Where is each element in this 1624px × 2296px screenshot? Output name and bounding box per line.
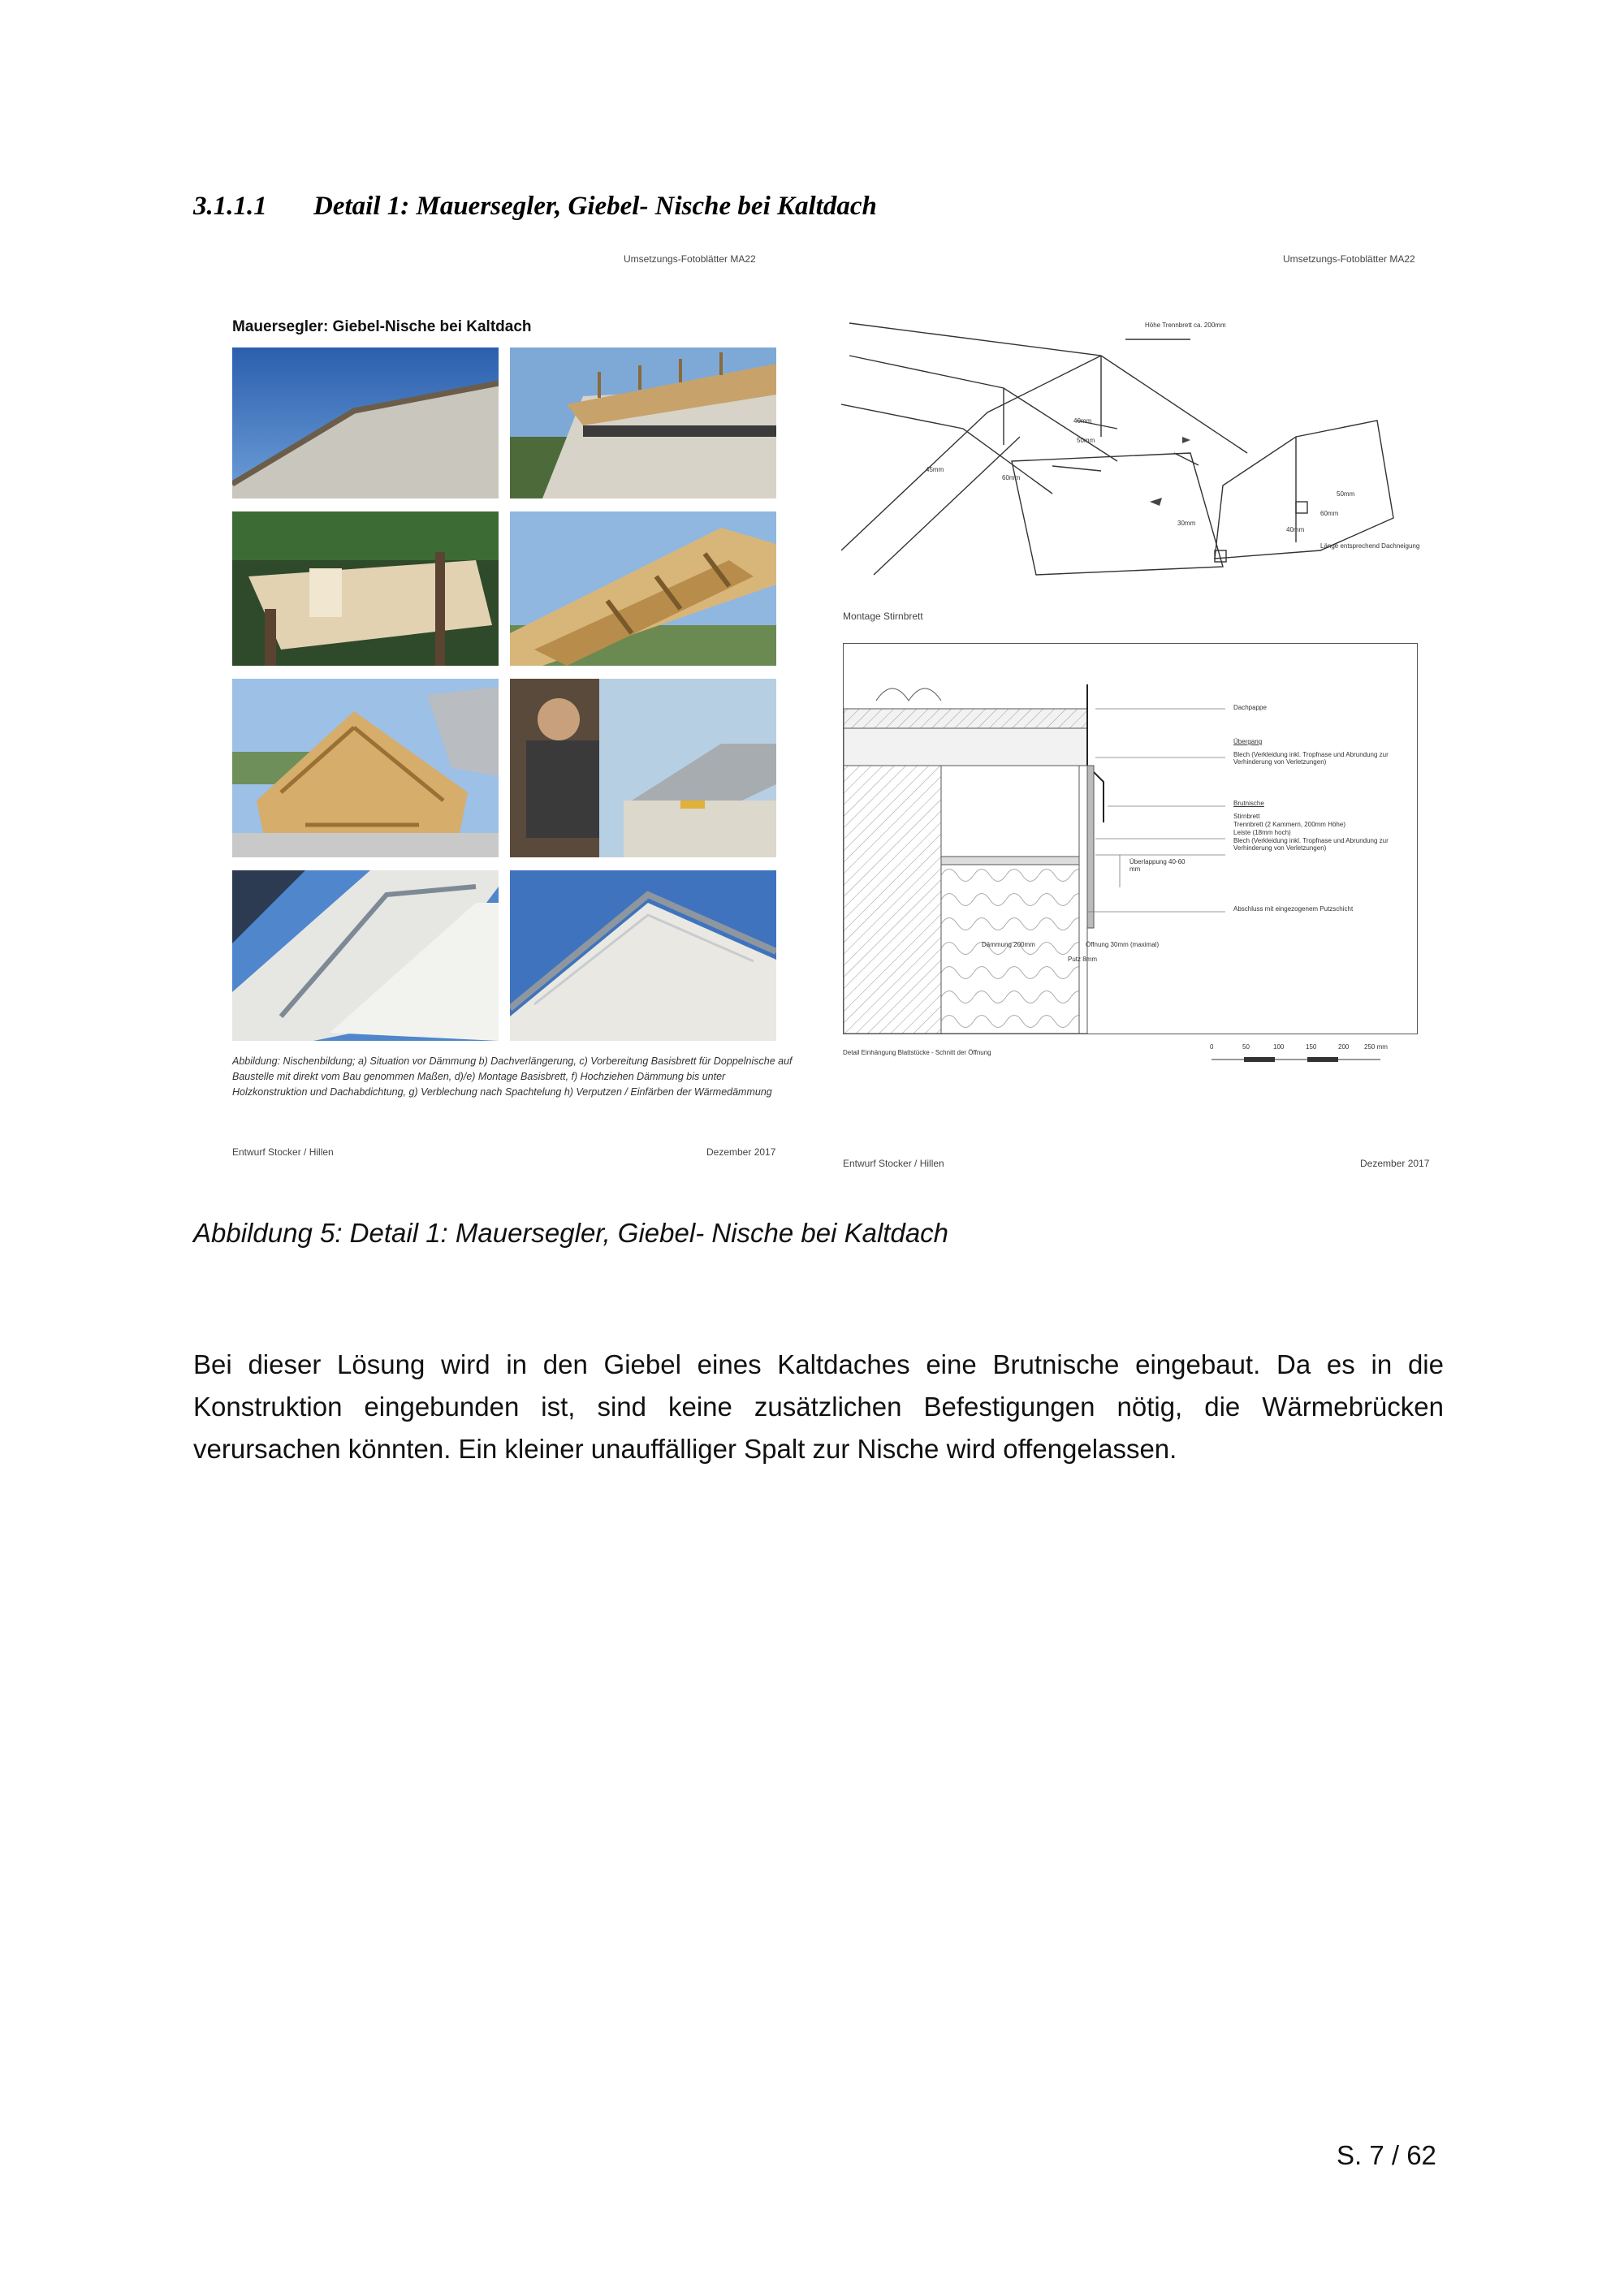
left-page-footer-date: Dezember 2017 — [706, 1146, 776, 1158]
label-45mm: 45mm — [926, 466, 944, 473]
left-page-footer-author: Entwurf Stocker / Hillen — [232, 1146, 334, 1158]
section-drawing-title: Detail Einhängung Blattstücke - Schnitt der Öffnung — [843, 1049, 991, 1056]
photo-b-roof-extension — [510, 347, 776, 498]
scale-150: 150 — [1306, 1043, 1317, 1051]
label-putz: Putz 8mm — [1068, 956, 1098, 963]
drawing-sheet — [820, 244, 1449, 1177]
label-uebergang: Übergang — [1233, 738, 1263, 745]
section-number: 3.1.1.1 — [193, 192, 267, 221]
label-60mm-left: 60mm — [1002, 474, 1021, 481]
label-30mm: 30mm — [1177, 520, 1196, 527]
section-drawing — [843, 643, 1418, 1034]
label-brutnische: Brutnische — [1233, 800, 1264, 807]
scale-bar-graphic — [1210, 1055, 1389, 1064]
scale-250: 250 mm — [1364, 1043, 1388, 1051]
label-60mm-right: 60mm — [1320, 510, 1339, 517]
photo-h-plaster — [510, 870, 776, 1041]
label-dachpappe: Dachpappe — [1233, 704, 1267, 711]
figure-composite — [195, 244, 1449, 1177]
figure-caption: Abbildung 5: Detail 1: Mauersegler, Giebel- Nische bei Kaltdach — [193, 1218, 949, 1248]
photo-f-worker-insulation — [510, 679, 776, 857]
label-laenge: Länge entsprechend Dachneigung — [1320, 542, 1420, 550]
photo-sheet-title: Mauersegler: Giebel-Nische bei Kaltdach — [232, 318, 532, 335]
body-paragraph: Bei dieser Lösung wird in den Giebel eines Kaltdaches eine Brutnische eingebaut. Da es in die Konstruktion eingebunden ist, sind keine zusätzlichen Befestigungen nötig, die Wärmebrücken verursachen könnten. Ein kleiner unauffälliger Spalt zur Nische wird offengelassen. — [193, 1349, 1444, 1464]
label-oeffnung: Öffnung 30mm (maximal) — [1086, 941, 1160, 948]
photo-sheet-caption: Abbildung: Nischenbildung; a) Situation vor Dämmung b) Dachverlängerung, c) Vorbereitung Basisbrett für Doppelnische auf Baustelle mit direkt vom Bau genommen Maßen, d)/e) Montage Basisbrett, f) Hochziehen Dämmung bis unter Holzkonstruktion und Dachabdichtung, g) Verblechung nach Spachtelung h) Verputzen / Einfärben der Wärmedämmung — [232, 1055, 793, 1098]
label-hoehe-trennbrett: Höhe Trennbrett ca. 200mm — [1145, 322, 1226, 329]
label-50mm-top: 50mm — [1077, 437, 1095, 444]
label-trennbrett: Trennbrett (2 Kammern, 200mm Höhe) — [1233, 821, 1345, 828]
montage-label: Montage Stirnbrett — [843, 611, 923, 622]
left-page-header: Umsetzungs-Fotoblätter MA22 — [624, 253, 756, 265]
right-page-footer-author: Entwurf Stocker / Hillen — [843, 1158, 944, 1169]
label-50mm-right: 50mm — [1337, 490, 1355, 498]
scale-50: 50 — [1242, 1043, 1250, 1051]
label-leiste: Leiste (18mm hoch) — [1233, 829, 1291, 836]
section-heading — [193, 192, 877, 222]
label-40mm-top: 40mm — [1073, 417, 1092, 425]
right-page-header: Umsetzungs-Fotoblätter MA22 — [1283, 253, 1415, 265]
label-stirnbrett: Stirnbrett — [1233, 813, 1260, 820]
section-title: Detail 1: Mauersegler, Giebel- Nische bei Kaltdach — [313, 192, 877, 221]
scale-200: 200 — [1338, 1043, 1350, 1051]
scale-bar — [1210, 1043, 1397, 1076]
page-number: S. 7 / 62 — [1337, 2140, 1436, 2170]
isometric-roof-drawing — [841, 307, 1426, 583]
label-ueberlappung: Überlappung 40-60 mm — [1129, 858, 1186, 873]
label-abschluss: Abschluss mit eingezogenem Putzschicht — [1233, 905, 1354, 913]
scale-0: 0 — [1210, 1043, 1214, 1051]
scale-100: 100 — [1273, 1043, 1285, 1051]
photo-c-base-board — [232, 511, 499, 666]
label-daemmung: Dämmung 200mm — [982, 941, 1035, 948]
photo-e-timber-frame — [232, 679, 499, 857]
photo-g-flashing — [232, 870, 499, 1041]
photo-d-mounting-board — [510, 511, 776, 666]
label-blech-2: Blech (Verkleidung inkl. Tropfnase und Abrundung zur Verhinderung von Verletzungen) — [1233, 837, 1389, 852]
photo-a-gable-edge — [232, 347, 499, 498]
label-blech: Blech (Verkleidung inkl. Tropfnase und Abrundung zur Verhinderung von Verletzungen) — [1233, 751, 1389, 766]
right-page-footer-date: Dezember 2017 — [1360, 1158, 1430, 1169]
photo-sheet — [195, 244, 796, 1177]
label-40mm-right: 40mm — [1286, 526, 1305, 533]
